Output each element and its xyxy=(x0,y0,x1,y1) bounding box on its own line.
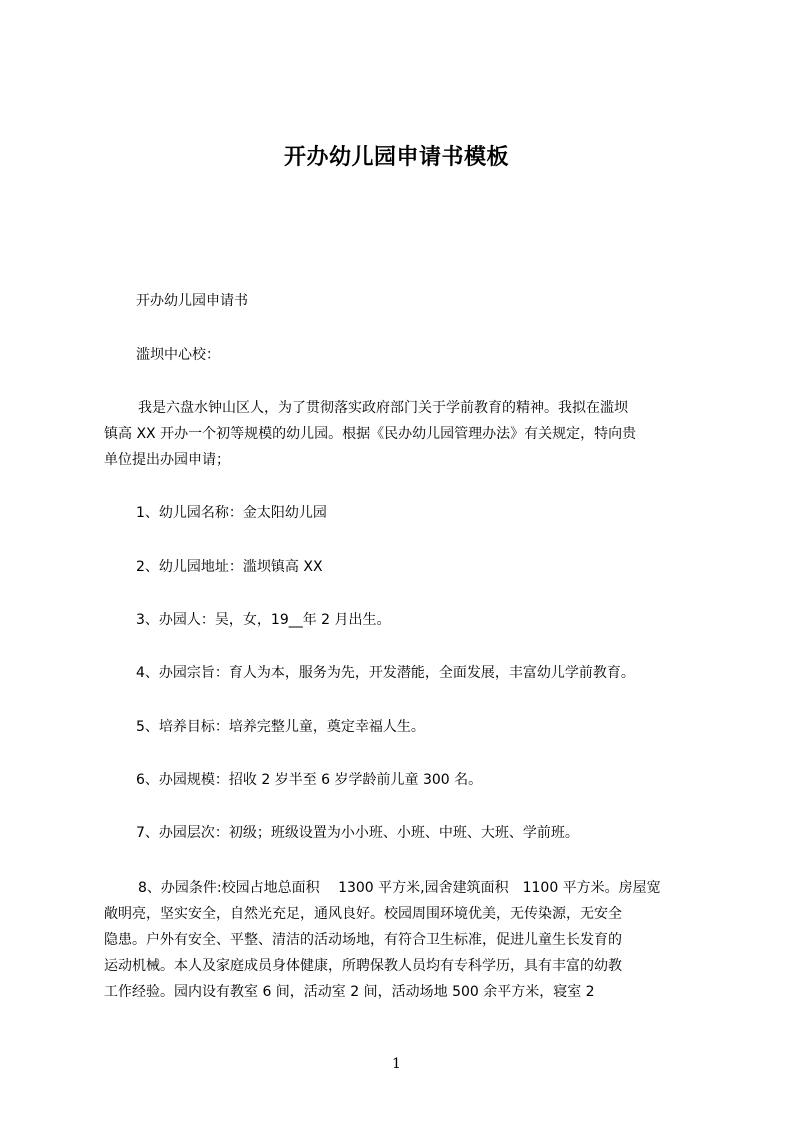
item-scale: 6、办园规模：招收 2 岁半至 6 岁学龄前儿童 300 名。 xyxy=(136,772,483,788)
item-founder: 3、办园人：吴，女，19__年 2 月出生。 xyxy=(136,612,391,628)
document-title: 开办幼儿园申请书模板 xyxy=(283,145,509,170)
item-goal: 5、培养目标：培养完整儿童，奠定幸福人生。 xyxy=(136,719,425,735)
item-level: 7、办园层次：初级；班级设置为小小班、小班、中班、大班、学前班。 xyxy=(136,825,579,841)
item-purpose: 4、办园宗旨：育人为本，服务为先，开发潜能，全面发展，丰富幼儿学前教育。 xyxy=(136,665,635,681)
item-kindergarten-address: 2、幼儿园地址：滥坝镇高 XX xyxy=(136,559,323,575)
page-number: 1 xyxy=(392,1056,401,1072)
intro-line: 镇高 XX 开办一个初等规模的幼儿园。根据《民办幼儿园管理办法》有关规定，特向贵 xyxy=(104,426,637,442)
conditions-line: 隐患。户外有安全、平整、清洁的活动场地，有符合卫生标准，促进儿童生长发育的 xyxy=(104,932,622,948)
conditions-line: 8、办园条件:校园占地总面积 1300 平方米,园舍建筑面积 1100 平方米。房屋宽 xyxy=(138,880,661,896)
item-kindergarten-name: 1、幼儿园名称：金太阳幼儿园 xyxy=(136,505,327,521)
application-heading: 开办幼儿园申请书 xyxy=(136,293,248,309)
intro-line: 我是六盘水钟山区人，为了贯彻落实政府部门关于学前教育的精神。我拟在滥坝 xyxy=(138,400,628,416)
conditions-line: 工作经验。园内设有教室 6 间，活动室 2 间，活动场地 500 余平方米，寝室 2 xyxy=(104,984,595,1000)
intro-line: 单位提出办园申请； xyxy=(104,452,230,468)
intro-paragraph xyxy=(104,395,700,473)
conditions-line: 运动机械。本人及家庭成员身体健康，所聘保教人员均有专科学历，具有丰富的幼教 xyxy=(104,958,622,974)
conditions-line: 敞明亮，坚实安全，自然光充足，通风良好。校园周围环境优美，无传染源，无安全 xyxy=(104,906,622,922)
item-conditions-paragraph xyxy=(104,875,700,1005)
salutation: 滥坝中心校： xyxy=(136,347,220,363)
